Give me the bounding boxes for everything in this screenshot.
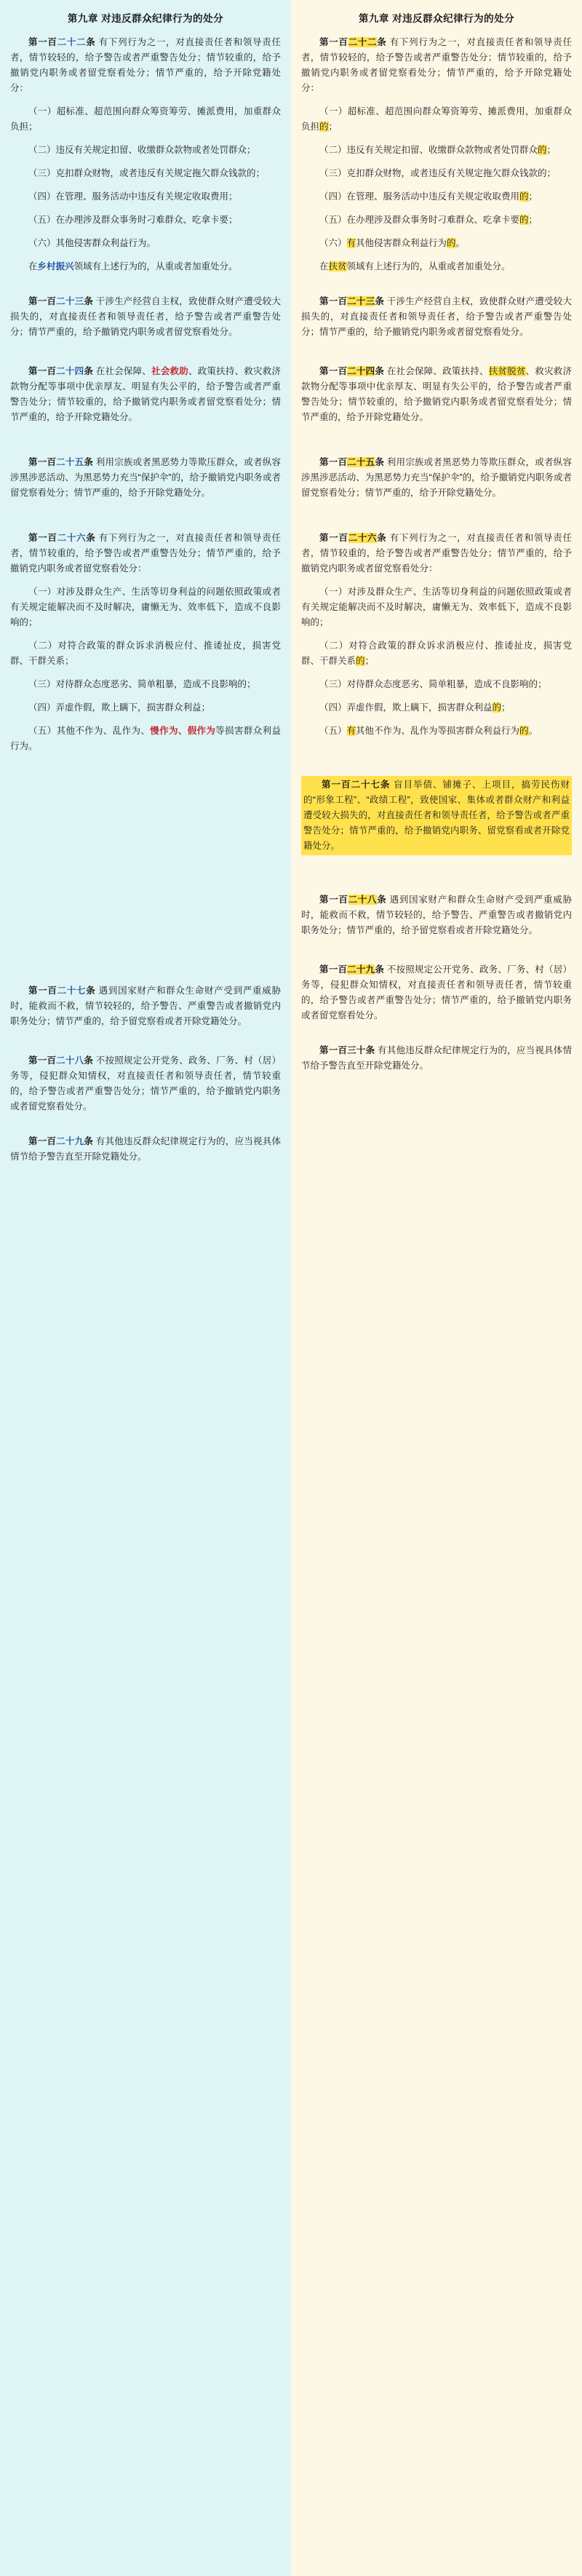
- article-item: （四）弄虚作假，欺上瞒下，损害群众利益；: [28, 702, 211, 713]
- article-paragraph: 第一百二十六条 有下列行为之一，对直接责任者和领导责任者，情节较重的，给予警告或者严重警告处分；情节严重的，给予撤销党内职务或者留党察看处分：: [301, 533, 572, 574]
- article-paragraph: 第一百二十四条 在社会保障、政策扶持、扶贫脱贫、救灾救济款物分配等事项中优亲厚友、明显有失公平的，给予警告或者严重警告处分；情节较重的，给予撤销党内职务或者留党察看处分；情节严重的，给予开除党籍处分。: [301, 366, 572, 422]
- article-item: （三）对待群众态度恶劣、简单粗暴，造成不良影响的；: [28, 679, 256, 689]
- right-version-column: [291, 0, 582, 2576]
- article-clause-poverty: 在扶贫领域有上述行为的，从重或者加重处分。: [319, 261, 511, 272]
- right-chapter-title: 第九章 对违反群众纪律行为的处分: [358, 13, 515, 24]
- article-item: （一）对涉及群众生产、生活等切身利益的问题依照政策或者有关规定能解决而不及时解决，庸懒无为、效率低下，造成不良影响的；: [301, 587, 572, 627]
- article-item: （一）超标准、超范围向群众筹资筹劳、摊派费用，加重群众负担的；: [301, 106, 572, 132]
- article-item: （三）克扣群众财物，或者违反有关规定拖欠群众钱款的；: [319, 168, 557, 178]
- article-item: （五）其他不作为、乱作为、慢作为、假作为等损害群众利益行为。: [10, 726, 281, 751]
- article-paragraph: 第一百二十九条 有其他违反群众纪律规定行为的，应当视具体情节给予警告直至开除党籍处分。: [10, 1136, 281, 1162]
- article-paragraph: 第一百二十五条 利用宗族或者黑恶势力等欺压群众，或者纵容涉黑涉恶活动、为黑恶势力充当“保护伞”的，给予撤销党内职务或者留党察看处分；情节严重的，给予开除党籍处分。: [10, 457, 281, 498]
- article-item: （五）在办理涉及群众事务时刁难群众、吃拿卡要的；: [319, 215, 538, 225]
- article-item: （六）有其他侵害群众利益行为的。: [319, 238, 466, 248]
- article-item: （二）违反有关规定扣留、收缴群众款物或者处罚群众；: [28, 145, 256, 155]
- left-chapter-title: 第九章 对违反群众纪律行为的处分: [67, 13, 224, 24]
- article-paragraph: 第一百二十九条 不按照规定公开党务、政务、厂务、村（居）务等，侵犯群众知情权，对直接责任者和领导责任者，情节较重的，给予警告或者严重警告处分；情节严重的，给予撤销党内职务或者留党察看处分。: [301, 964, 572, 1021]
- article-paragraph: 第一百二十五条 利用宗族或者黑恶势力等欺压群众，或者纵容涉黑涉恶活动、为黑恶势力充当“保护伞”的，给予撤销党内职务或者留党察看处分；情节严重的，给予开除党籍处分。: [301, 457, 572, 498]
- article-item: （三）对待群众态度恶劣、简单粗暴，造成不良影响的；: [319, 679, 547, 689]
- article-paragraph: 第一百二十四条 在社会保障、社会救助、政策扶持、救灾救济款物分配等事项中优亲厚友、明显有失公平的，给予警告或者严重警告处分；情节较重的，给予撤销党内职务或者留党察看处分；情节严重的，给予开除党籍处分。: [10, 366, 281, 422]
- article-item: （四）在管理、服务活动中违反有关规定收取费用的；: [319, 191, 538, 202]
- article-item: （二）对符合政策的群众诉求消极应付、推诿扯皮，损害党群、干群关系；: [10, 641, 281, 666]
- article-item: （五）在办理涉及群众事务时刁难群众、吃拿卡要；: [28, 215, 238, 225]
- article-item: （二）对符合政策的群众诉求消极应付、推诿扯皮，损害党群、干群关系的；: [301, 641, 572, 666]
- article-item: （五）有其他不作为、乱作为等损害群众利益行为的。: [319, 726, 538, 736]
- article-item: （六）其他侵害群众利益行为。: [28, 238, 156, 248]
- article-paragraph: 第一百二十二条 有下列行为之一，对直接责任者和领导责任者，情节较轻的，给予警告或者严重警告处分；情节较重的，给予撤销党内职务或者留党察看处分；情节严重的，给予开除党籍处分：: [301, 37, 572, 93]
- article-paragraph: 第一百二十二条 有下列行为之一，对直接责任者和领导责任者，情节较轻的，给予警告或者严重警告处分；情节较重的，给予撤销党内职务或者留党察看处分；情节严重的，给予开除党籍处分：: [10, 37, 281, 93]
- article-item: （三）克扣群众财物，或者违反有关规定拖欠群众钱款的；: [28, 168, 266, 178]
- article-item: （四）弄虚作假，欺上瞒下，损害群众利益的；: [319, 702, 511, 713]
- article-clause-rural: 在乡村振兴领域有上述行为的，从重或者加重处分。: [28, 261, 238, 272]
- article-item: （一）超标准、超范围向群众筹资筹劳、摊派费用，加重群众负担；: [10, 106, 281, 132]
- article-paragraph: 第一百二十八条 不按照规定公开党务、政务、厂务、村（居）务等，侵犯群众知情权，对直接责任者和领导责任者，情节较重的，给予警告或者严重警告处分；情节严重的，给予撤销党内职务或者留党察看处分。: [10, 1055, 281, 1111]
- article-paragraph: 第一百二十八条 遇到国家财产和群众生命财产受到严重威胁时，能救而不救，情节较轻的，给予警告、严重警告或者撤销党内职务处分；情节严重的，给予留党察看或者开除党籍处分。: [301, 895, 572, 935]
- article-item: （四）在管理、服务活动中违反有关规定收取费用；: [28, 191, 238, 202]
- article-paragraph: 第一百二十三条 干涉生产经营自主权，致使群众财产遭受较大损失的，对直接责任者和领导责任者，给予警告或者严重警告处分；情节严重的，给予撤销党内职务或者留党察看处分。: [301, 296, 572, 337]
- article-paragraph: 第一百三十条 有其他违反群众纪律规定行为的，应当视具体情节给予警告直至开除党籍处分。: [301, 1045, 572, 1071]
- article-paragraph: 第一百二十七条 遇到国家财产和群众生命财产受到严重威胁时，能救而不救，情节较轻的，给予警告、严重警告或者撤销党内职务处分；情节严重的，给予留党察看或者开除党籍处分。: [10, 986, 281, 1026]
- article-item: （一）对涉及群众生产、生活等切身利益的问题依照政策或者有关规定能解决而不及时解决，庸懒无为、效率低下，造成不良影响的；: [10, 587, 281, 627]
- article-paragraph: 第一百二十六条 有下列行为之一，对直接责任者和领导责任者，情节较重的，给予警告或者严重警告处分；情节严重的，给予撤销党内职务或者留党察看处分：: [10, 533, 281, 574]
- article-paragraph: 第一百二十三条 干涉生产经营自主权，致使群众财产遭受较大损失的，对直接责任者和领导责任者，给予警告或者严重警告处分；情节严重的，给予撤销党内职务或者留党察看处分。: [10, 296, 281, 337]
- article-paragraph-image-project: 第一百二十七条 盲目举债、铺摊子、上项目，搞劳民伤财的“形象工程”、“政绩工程”，致使国家、集体或者群众财产和利益遭受较大损失的，对直接责任者和领导责任者，给予警告或者严重警告处分；情节严重的，给予撤销党内职务、留党察看或者开除党籍处分。: [301, 776, 572, 855]
- article-item: （二）违反有关规定扣留、收缴群众款物或者处罚群众的；: [319, 145, 557, 155]
